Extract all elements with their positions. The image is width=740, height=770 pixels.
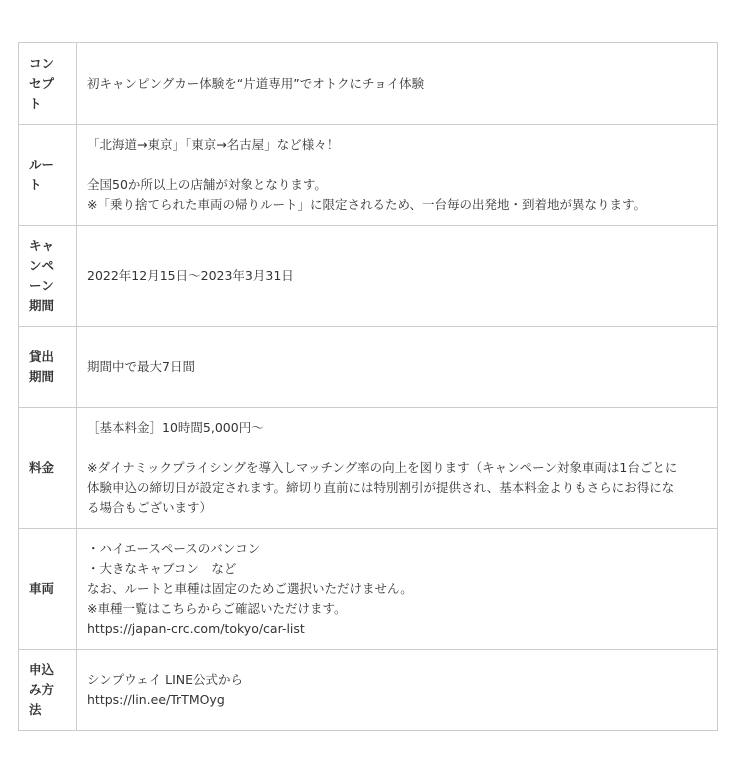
row-label-line: 車両 bbox=[29, 581, 55, 596]
row-label-line: み方 bbox=[29, 682, 55, 697]
row-value-line: ・ハイエースペースのバンコン bbox=[87, 541, 261, 556]
row-value-campaign-period bbox=[77, 226, 718, 327]
row-label-fee bbox=[19, 408, 77, 529]
table-row-concept bbox=[19, 43, 718, 125]
row-value-line: 初キャンピングカー体験を“片道専用”でオトクにチョイ体験 bbox=[87, 75, 425, 91]
row-value-rental-period bbox=[77, 327, 718, 408]
row-value-route bbox=[77, 125, 718, 226]
row-value-concept bbox=[77, 43, 718, 125]
row-label-line: 申込 bbox=[29, 662, 55, 677]
row-value-line: 全国50か所以上の店舗が対象となります。 bbox=[87, 177, 327, 192]
row-label-route bbox=[19, 125, 77, 226]
row-value-line: 「北海道→東京」「東京→名古屋」など様々！ bbox=[87, 137, 340, 152]
blank-line bbox=[87, 155, 707, 175]
row-label-line: コン bbox=[29, 55, 55, 71]
row-label-line: 料金 bbox=[29, 460, 55, 475]
row-label-line: 期間 bbox=[29, 369, 55, 384]
table-row-vehicles bbox=[19, 529, 718, 650]
row-label-vehicles bbox=[19, 529, 77, 650]
table-row-how-to-apply bbox=[19, 650, 718, 731]
table-row-fee bbox=[19, 408, 718, 529]
row-value-fee bbox=[77, 408, 718, 529]
row-label-line: ト bbox=[29, 177, 42, 192]
row-label-line: セプ bbox=[29, 75, 55, 91]
table-row-route bbox=[19, 125, 718, 226]
line-official-link[interactable]: https://lin.ee/TrTMOyg bbox=[87, 692, 225, 707]
row-value-line: ［基本料金］10時間5,000円～ bbox=[87, 420, 264, 435]
row-value-how-to-apply bbox=[77, 650, 718, 731]
row-value-line: る場合もございます） bbox=[87, 500, 213, 515]
row-value-line: シンプウェイ LINE公式から bbox=[87, 672, 244, 687]
campaign-info-table bbox=[18, 42, 718, 731]
row-label-line: 貸出 bbox=[29, 349, 55, 364]
row-label-line: ト bbox=[29, 95, 42, 111]
row-label-campaign-period bbox=[19, 226, 77, 327]
row-label-line: 期間 bbox=[29, 298, 55, 313]
row-label-line: ンペ bbox=[29, 258, 55, 273]
row-label-concept bbox=[19, 43, 77, 125]
row-value-line: ※車種一覧はこちらからご確認いただけます。 bbox=[87, 601, 347, 616]
row-label-rental-period bbox=[19, 327, 77, 408]
row-value-line: 期間中で最大7日間 bbox=[87, 359, 195, 374]
row-value-line: ・大きなキャブコン など bbox=[87, 561, 237, 576]
row-value-line: 体験申込の締切日が設定されます。締切り直前には特別割引が提供され、基本料金よりもさらにお得にな bbox=[87, 480, 675, 495]
row-label-line: キャ bbox=[29, 238, 55, 253]
row-value-line: ※「乗り捨てられた車両の帰りルート」に限定されるため、一台毎の出発地・到着地が異なります。 bbox=[87, 197, 646, 212]
row-value-line: ※ダイナミックプライシングを導入しマッチング率の向上を図ります（キャンペーン対象車両は1台ごとに bbox=[87, 460, 678, 475]
table-row-campaign-period bbox=[19, 226, 718, 327]
blank-line bbox=[87, 438, 707, 458]
row-value-line: 2022年12月15日～2023年3月31日 bbox=[87, 268, 294, 283]
row-label-how-to-apply bbox=[19, 650, 77, 731]
row-value-line: なお、ルートと車種は固定のためご選択いただけません。 bbox=[87, 581, 413, 596]
row-value-vehicles bbox=[77, 529, 718, 650]
row-label-line: 法 bbox=[29, 702, 42, 717]
table-row-rental-period bbox=[19, 327, 718, 408]
car-list-link[interactable]: https://japan-crc.com/tokyo/car-list bbox=[87, 621, 305, 636]
row-label-line: ルー bbox=[29, 157, 55, 172]
row-label-line: ーン bbox=[29, 278, 54, 293]
